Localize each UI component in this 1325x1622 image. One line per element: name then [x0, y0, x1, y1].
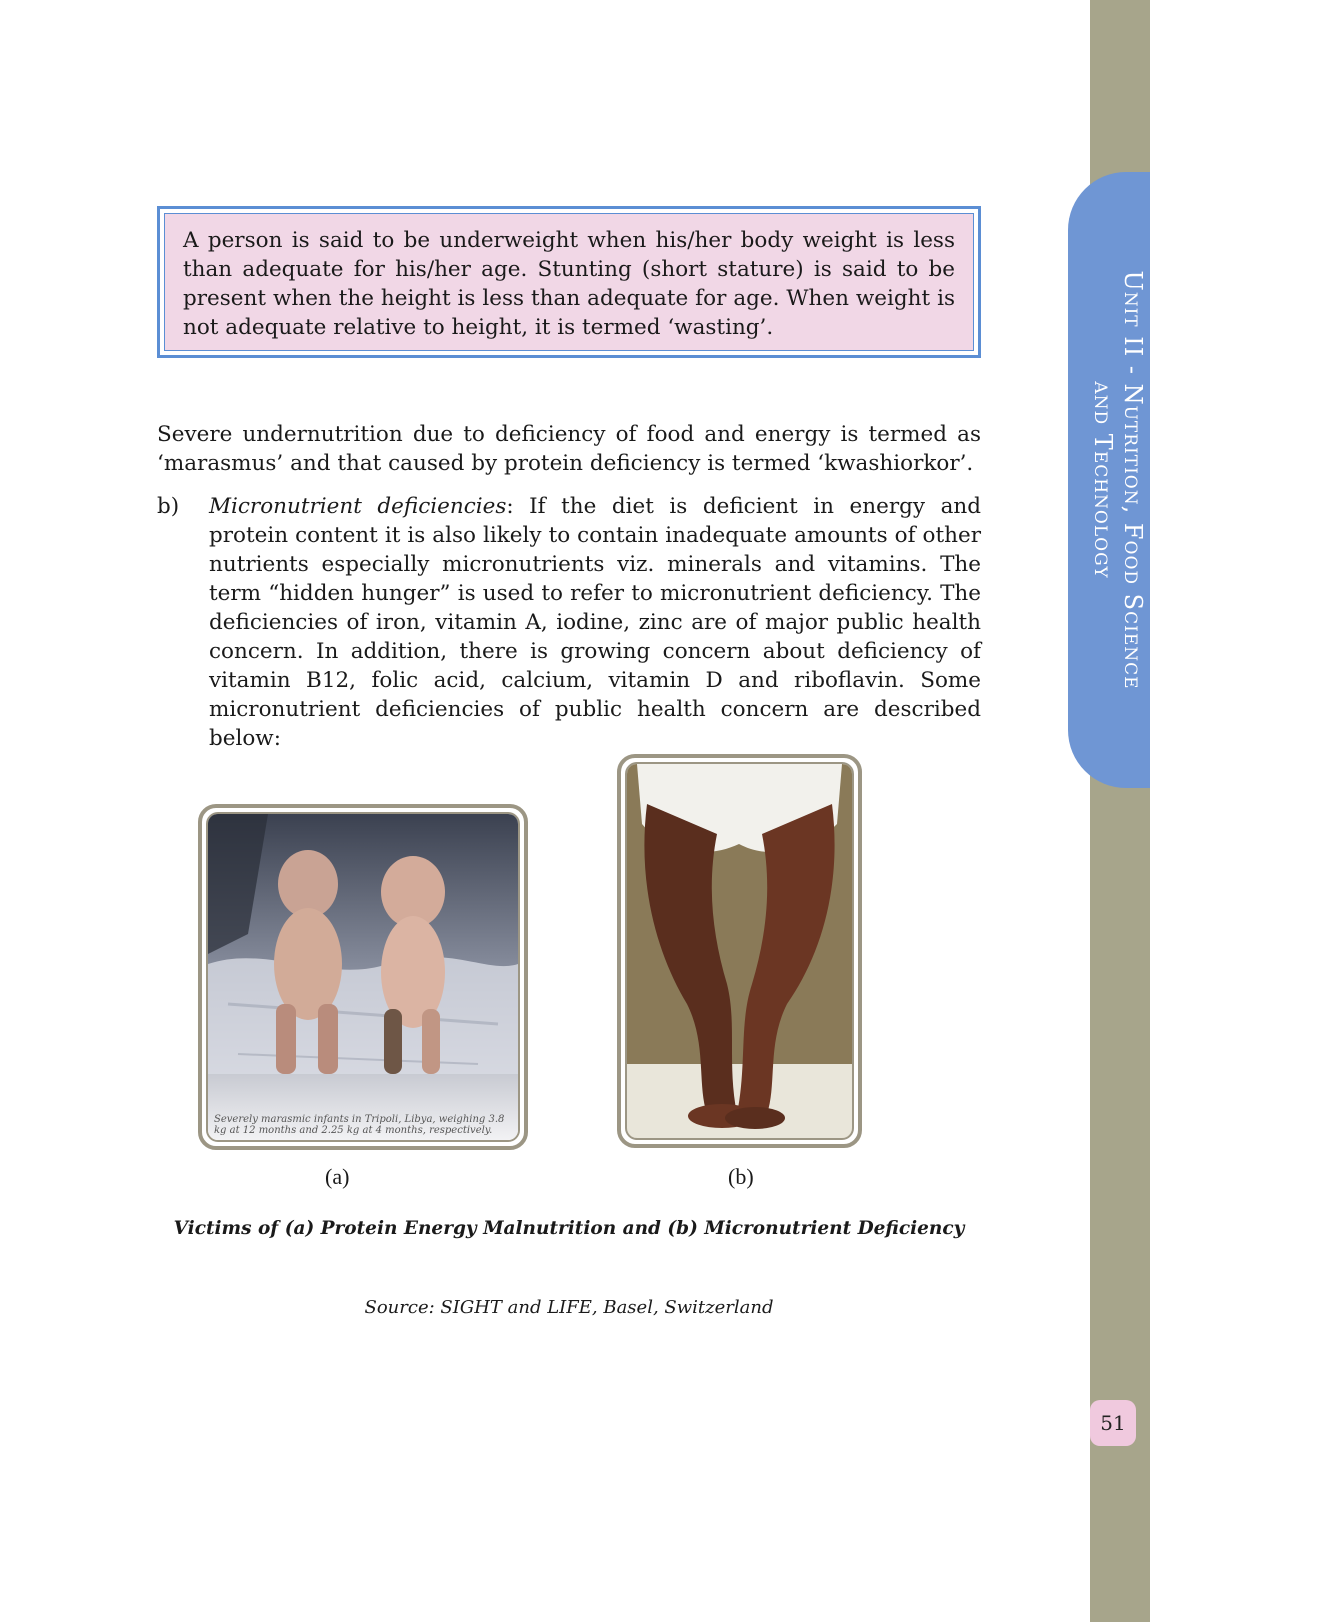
figure-label-b: (b) [728, 1164, 754, 1189]
marasmic-infants-illustration [208, 814, 518, 1140]
definition-box [157, 206, 981, 358]
page-number: 51 [1090, 1400, 1136, 1446]
photo-marasmus [198, 804, 528, 1150]
photo-micronutrient [617, 754, 862, 1148]
figure-label-a: (a) [325, 1164, 350, 1189]
item-text: : If the diet is deficient in energy and protein content it is also likely to contain inadequate amounts of other nutrients especially micronutrients viz. minerals and vitamins. The term “hidden hunger” is used to refer to micronutrient deficiency. The deficiencies of iron, vitamin A, iodine, zinc are of major public health concern. In addition, there is growing concern about deficiency of vitamin B12, folic acid, calcium, vitamin D and riboflavin. Some micronutrient deficiencies of public health concern are described below: [209, 494, 981, 751]
item-term: Micronutrient deficiencies [209, 494, 507, 519]
bowed-legs-illustration [627, 764, 852, 1138]
photo-micronutrient-image [625, 762, 854, 1140]
figure-source: Source: SIGHT and LIFE, Basel, Switzerland [364, 1297, 774, 1318]
figure-title: Victims of (a) Protein Energy Malnutrition and (b) Micronutrient Deficiency [173, 1218, 965, 1239]
photo-marasmus-caption: Severely marasmic infants in Tripoli, Libya, weighing 3.8 kg at 12 months and 2.25 kg at 4 months, respectively. [214, 1114, 505, 1136]
unit-title-line1: Unit II - Nutrition, Food Science [1119, 270, 1147, 690]
item-label-b: b) [157, 494, 180, 519]
unit-title [1088, 270, 1148, 689]
unit-title-line2: and Technology [1089, 381, 1117, 579]
body-paragraph: Severe undernutrition due to deficiency of food and energy is termed as ‘marasmus’ and that caused by protein deficiency is termed ‘kwashiorkor’. [157, 422, 981, 476]
definition-text: A person is said to be underweight when his/her body weight is less than adequate for his/her age. Stunting (short stature) is said to be present when the height is less than adequate for age. When weight is not adequate relative to height, it is termed ‘wasting’. [164, 213, 974, 351]
item-body-b [209, 492, 981, 753]
photo-marasmus-image [206, 812, 520, 1142]
